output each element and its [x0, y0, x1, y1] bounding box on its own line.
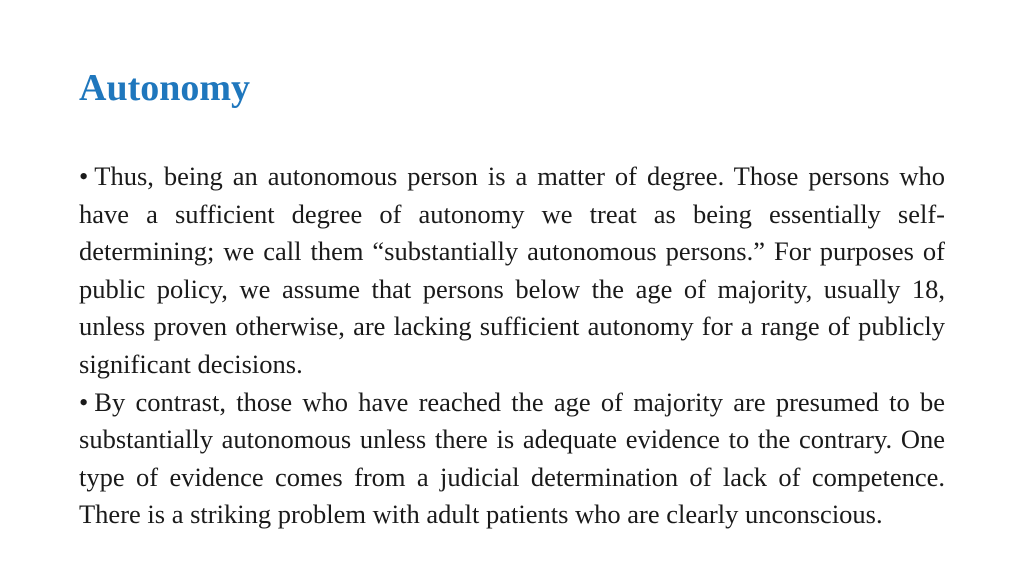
bullet-paragraph-2 — [79, 384, 945, 534]
bullet-icon: • — [79, 161, 89, 191]
bullet-paragraph-1 — [79, 158, 945, 384]
slide-title: Autonomy — [79, 67, 251, 109]
bullet-text-1: Thus, being an autonomous person is a matter of degree. Those persons who have a sufficient degree of autonomy we treat as being essentially self- determining; we call them “substantially autonomous persons.” For purposes of public policy, we assume that persons below the age of majority, usually 18, unless proven otherwise, are lacking sufficient autonomy for a range of publicly significant decisions. — [79, 161, 945, 379]
slide-body — [79, 158, 945, 534]
bullet-text-2: By contrast, those who have reached the age of majority are presumed to be substantially autonomous unless there is adequate evidence to the contrary. One type of evidence comes from a judicial determination of lack of competence. There is a striking problem with adult patients who are clearly unconscious. — [79, 386, 945, 530]
bullet-icon: • — [79, 386, 89, 417]
